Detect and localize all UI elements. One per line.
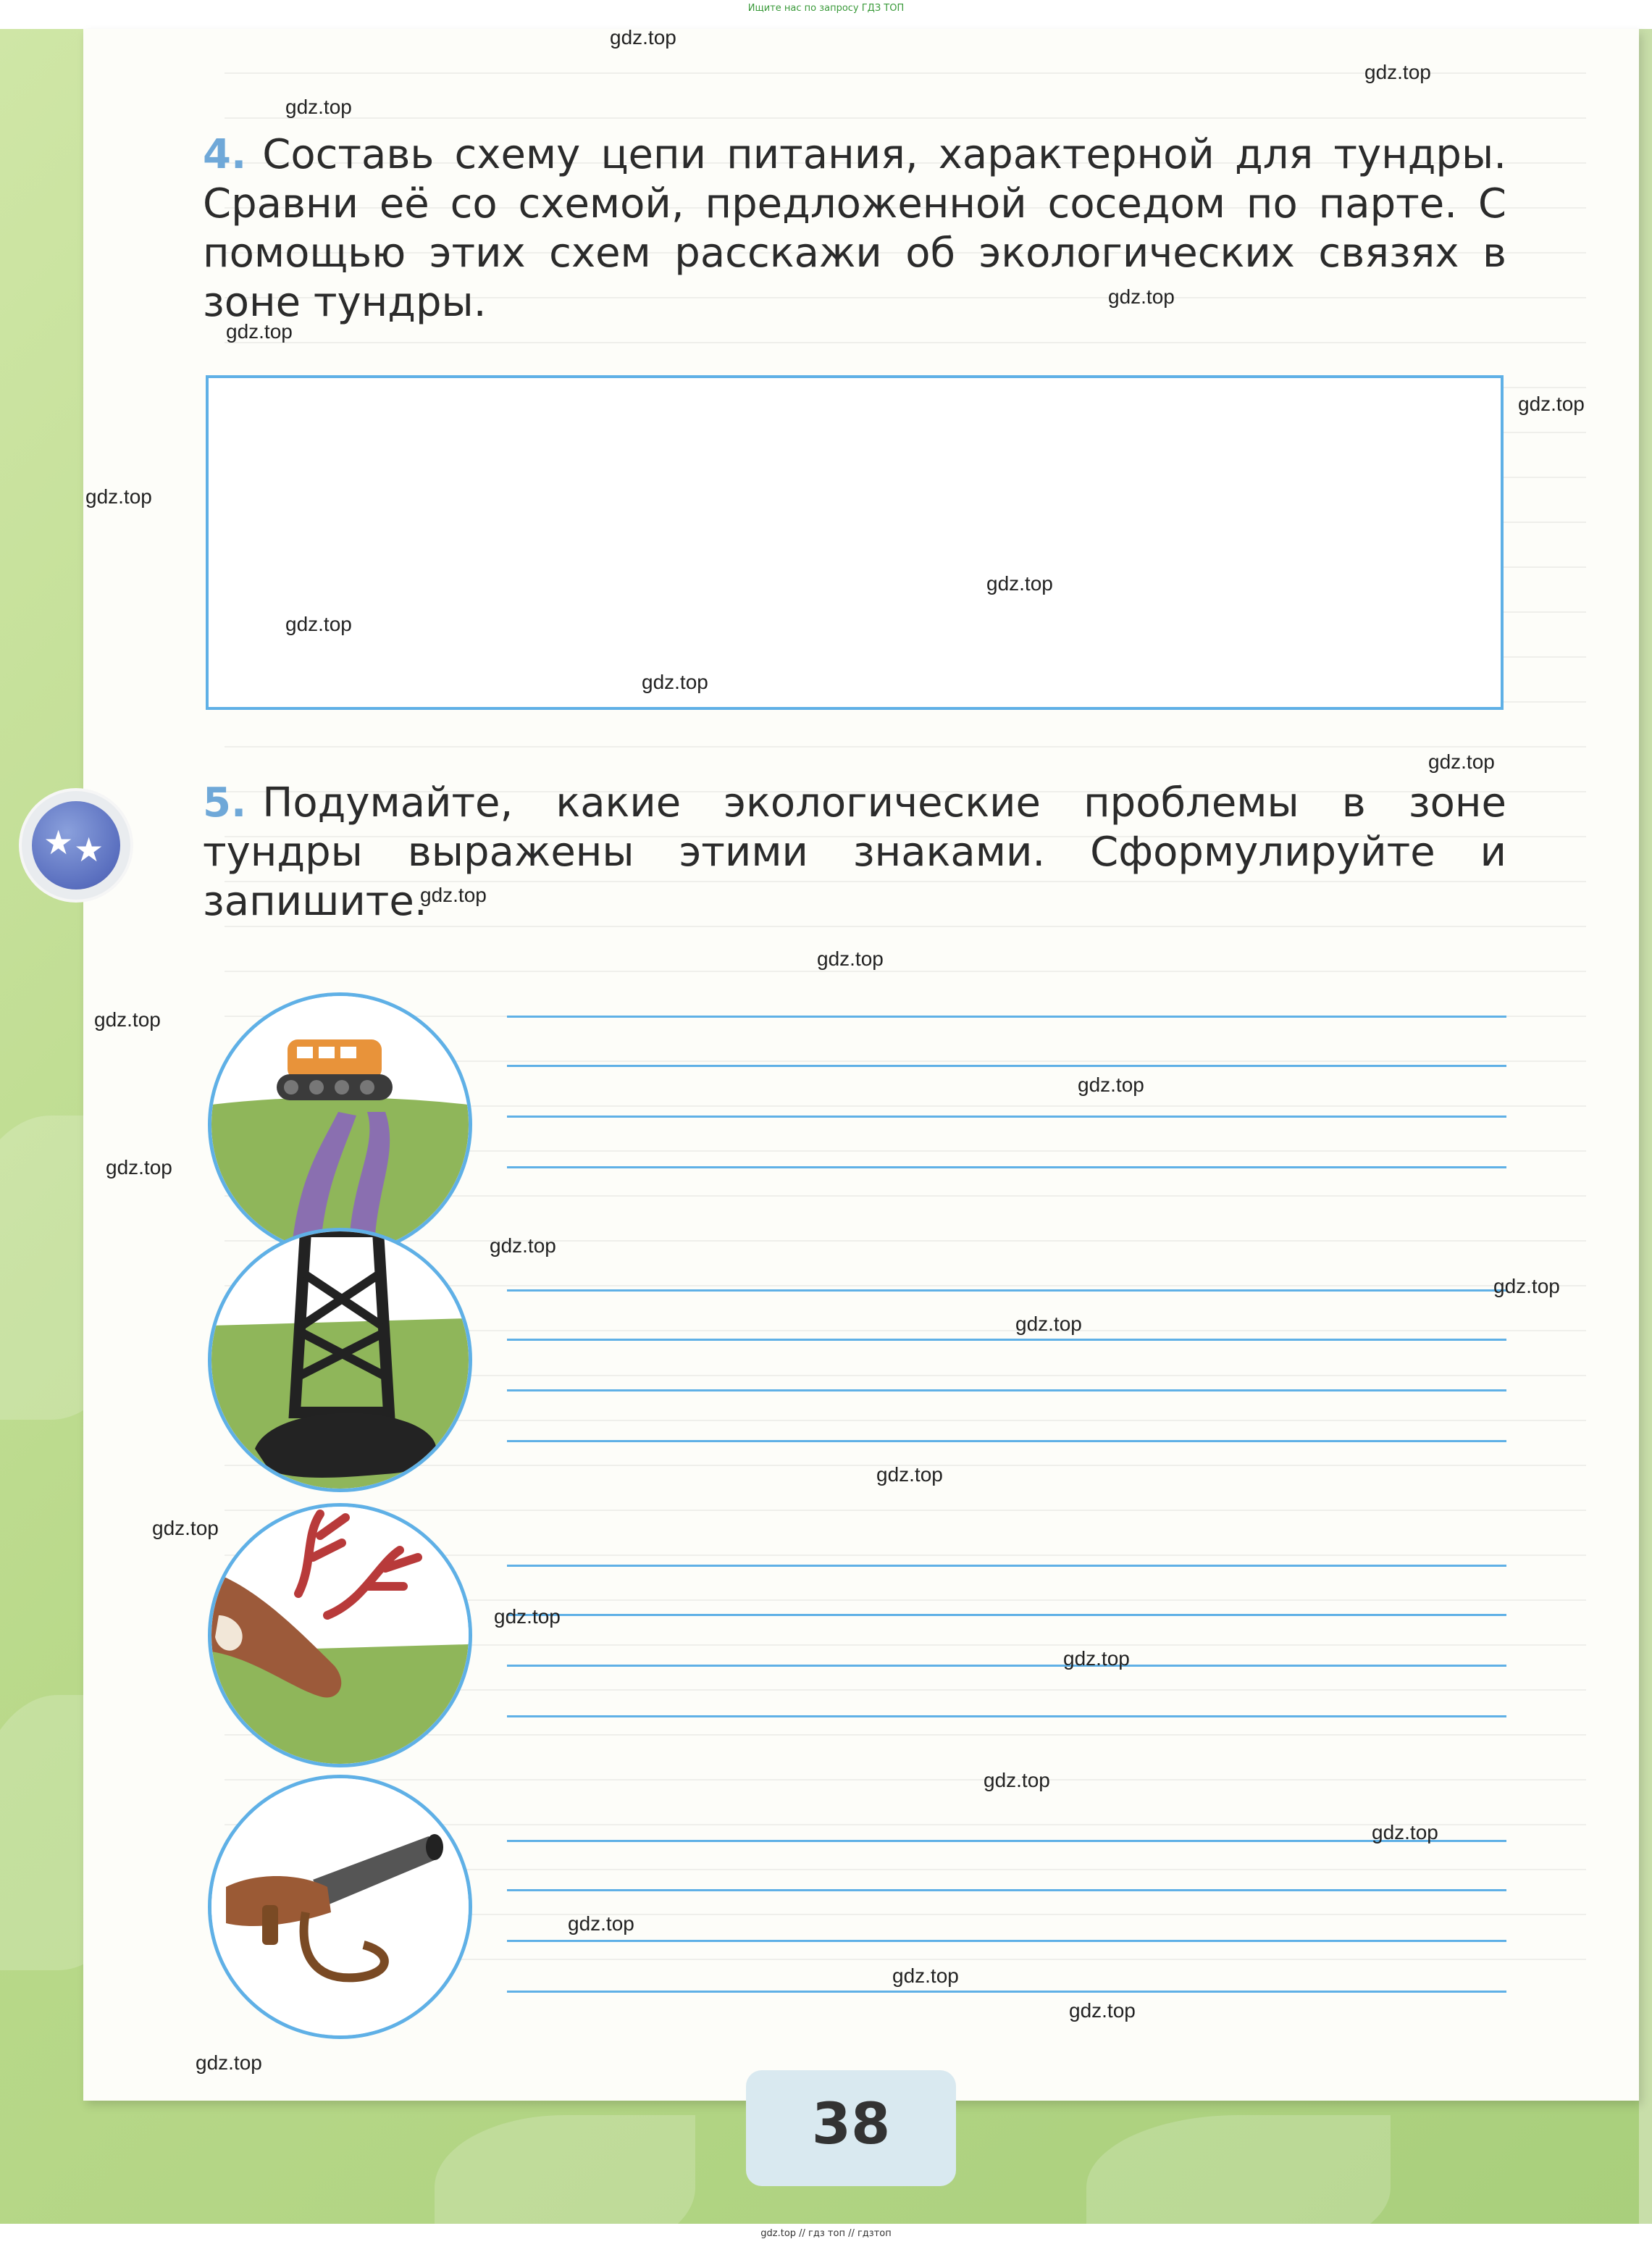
watermark: gdz.top	[285, 96, 352, 118]
two-stars-icon	[32, 801, 120, 890]
watermark: gdz.top	[1078, 1074, 1144, 1096]
watermark: gdz.top	[94, 1008, 161, 1031]
watermark: gdz.top	[1364, 61, 1431, 83]
star-icon: ★	[43, 823, 74, 862]
task-5-number: 5.	[203, 779, 247, 826]
answer-line[interactable]	[507, 1440, 1506, 1442]
task-5-text: Подумайте, какие экологические проблемы в зоне тундры выражены этими знаками. Сформулируйте и запишите.	[203, 779, 1506, 925]
watermark: gdz.top	[568, 1912, 634, 1935]
answer-line[interactable]	[507, 1889, 1506, 1891]
answer-line[interactable]	[507, 1389, 1506, 1391]
task-4-number: 4.	[203, 131, 247, 178]
task-5	[203, 779, 1506, 926]
answer-line[interactable]	[507, 1065, 1506, 1067]
watermark: gdz.top	[1015, 1313, 1082, 1335]
reindeer-grazing-icon	[208, 1503, 472, 1767]
watermark: gdz.top	[1063, 1647, 1130, 1670]
footer-note: gdz.top // гдз топ // гдзтоп	[760, 2228, 892, 2239]
shotgun-icon	[208, 1775, 472, 2039]
answer-line[interactable]	[507, 1614, 1506, 1616]
watermark: gdz.top	[1518, 393, 1585, 415]
watermark: gdz.top	[494, 1605, 561, 1628]
task-4-text: Составь схему цепи питания, характерной для тундры. Сравни её со схемой, предложенной соседом по парте. С помощью этих схем расскажи об экологических связях в зоне тундры.	[203, 131, 1506, 326]
answer-line[interactable]	[507, 1289, 1506, 1292]
answer-line[interactable]	[507, 1016, 1506, 1018]
watermark: gdz.top	[490, 1234, 556, 1257]
difficulty-badge	[22, 791, 130, 900]
watermark: gdz.top	[152, 1517, 219, 1539]
task-4	[203, 130, 1506, 327]
watermark: gdz.top	[85, 485, 152, 508]
answer-line[interactable]	[507, 1565, 1506, 1567]
watermark: gdz.top	[1428, 750, 1495, 773]
page-edge	[1639, 29, 1652, 2224]
watermark: gdz.top	[1372, 1821, 1438, 1843]
watermark: gdz.top	[642, 671, 708, 693]
watermark: gdz.top	[420, 884, 487, 906]
star-icon: ★	[74, 830, 104, 869]
watermark: gdz.top	[1108, 285, 1175, 308]
watermark: gdz.top	[1493, 1275, 1560, 1297]
watermark: gdz.top	[610, 26, 676, 49]
answer-line[interactable]	[507, 1116, 1506, 1118]
answer-line[interactable]	[507, 1665, 1506, 1667]
tundra-vehicle-tracks-icon	[208, 992, 472, 1257]
answer-line[interactable]	[507, 1940, 1506, 1942]
watermark: gdz.top	[892, 1964, 959, 1987]
watermark: gdz.top	[1069, 1999, 1136, 2022]
watermark: gdz.top	[984, 1769, 1050, 1791]
watermark: gdz.top	[876, 1463, 943, 1486]
watermark: gdz.top	[226, 320, 293, 343]
watermark: gdz.top	[106, 1156, 172, 1179]
answer-line[interactable]	[507, 1991, 1506, 1993]
watermark: gdz.top	[817, 947, 884, 970]
answer-line[interactable]	[507, 1840, 1506, 1842]
answer-line[interactable]	[507, 1715, 1506, 1717]
watermark: gdz.top	[196, 2051, 262, 2074]
oil-rig-spill-icon	[208, 1228, 472, 1492]
watermark: gdz.top	[285, 613, 352, 635]
answer-line[interactable]	[507, 1166, 1506, 1168]
header-note: Ищите нас по запросу ГДЗ ТОП	[747, 3, 905, 14]
watermark: gdz.top	[986, 572, 1053, 595]
food-chain-answer-box[interactable]	[206, 375, 1504, 710]
page-number: 38	[811, 2092, 891, 2157]
answer-line[interactable]	[507, 1339, 1506, 1341]
